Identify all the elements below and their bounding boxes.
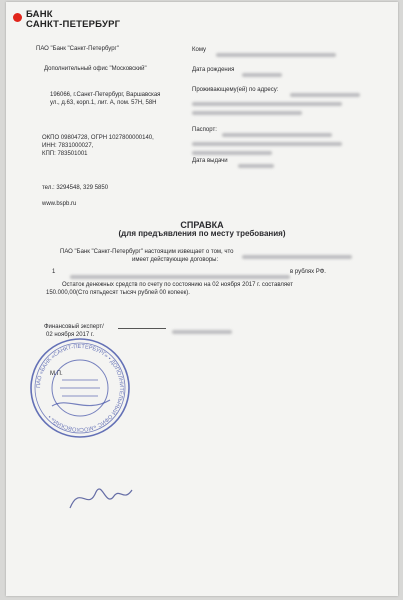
document-sheet (6, 2, 398, 596)
bank-logo-line1: БАНК (26, 9, 53, 20)
bank-logo-line2: САНКТ-ПЕТЕРБУРГ (26, 19, 121, 30)
contract-item-number: 1 (52, 269, 56, 275)
handwritten-signature (66, 478, 146, 518)
recipient-passport-label: Паспорт: (192, 127, 217, 133)
svg-text:ПАО «БАНК «САНКТ-ПЕТЕРБУРГ» •: ПАО «БАНК «САНКТ-ПЕТЕРБУРГ» • ДОПОЛНИТЕЛЬНЫЙ ОФИС «МОСКОВСКИЙ» • (35, 343, 125, 433)
recipient-dob-label: Дата рождения (192, 67, 235, 73)
bank-website: www.bspb.ru (42, 201, 77, 207)
document-subtitle: (для предъявления по месту требования) (118, 229, 286, 238)
bank-address-line2: ул., д.63, корп.1, лит. А, пом. 57Н, 58Н (50, 100, 157, 106)
bank-inn: ИНН: 7831000027, (42, 143, 94, 149)
bank-address-line1: 196066, г.Санкт-Петербург, Варшавская (50, 92, 161, 98)
signature-line (118, 328, 166, 329)
recipient-issued-redacted (238, 157, 274, 175)
recipient-name-redacted (216, 46, 336, 64)
bank-seal-stamp (28, 336, 132, 440)
bank-phone: тел.: 3294548, 329 5850 (42, 185, 109, 191)
recipient-issued-label: Дата выдачи (192, 158, 228, 164)
recipient-to-label: Кому (192, 47, 207, 53)
bank-okpo-ogrn: ОКПО 09804728, ОГРН 1027800000140, (42, 135, 154, 141)
contract-item-currency: в рублях РФ. (290, 269, 326, 275)
balance-line2: 150.000,00(Сто пятьдесят тысяч рублей 00 копеек). (46, 290, 190, 296)
intro-text-part1: ПАО "Банк "Санкт-Петербург" настоящим извещает о том, что (60, 249, 234, 255)
recipient-address-redacted-3 (192, 104, 302, 122)
bank-office: Дополнительный офис "Московский" (44, 66, 147, 72)
signer-label: Финансовый эксперт/ (44, 324, 104, 330)
signer-name-redacted (172, 323, 232, 341)
stamp-mp-label: М.П. (50, 371, 63, 377)
client-name-redacted (242, 248, 352, 266)
recipient-address-label: Проживающему(ей) по адресу: (192, 87, 279, 93)
intro-text-part2: имеет действующие договоры: (132, 257, 219, 263)
bank-name: ПАО "Банк "Санкт-Петербург" (36, 46, 119, 52)
bank-logo-icon (13, 13, 22, 22)
recipient-dob-redacted (242, 66, 282, 84)
document-title: СПРАВКА (180, 220, 224, 230)
document-date: 02 ноября 2017 г. (46, 332, 94, 338)
balance-line1: Остаток денежных средств по счету по состоянию на 02 ноября 2017 г. составляет (62, 282, 294, 288)
bank-kpp: КПП: 783501001 (42, 151, 88, 157)
